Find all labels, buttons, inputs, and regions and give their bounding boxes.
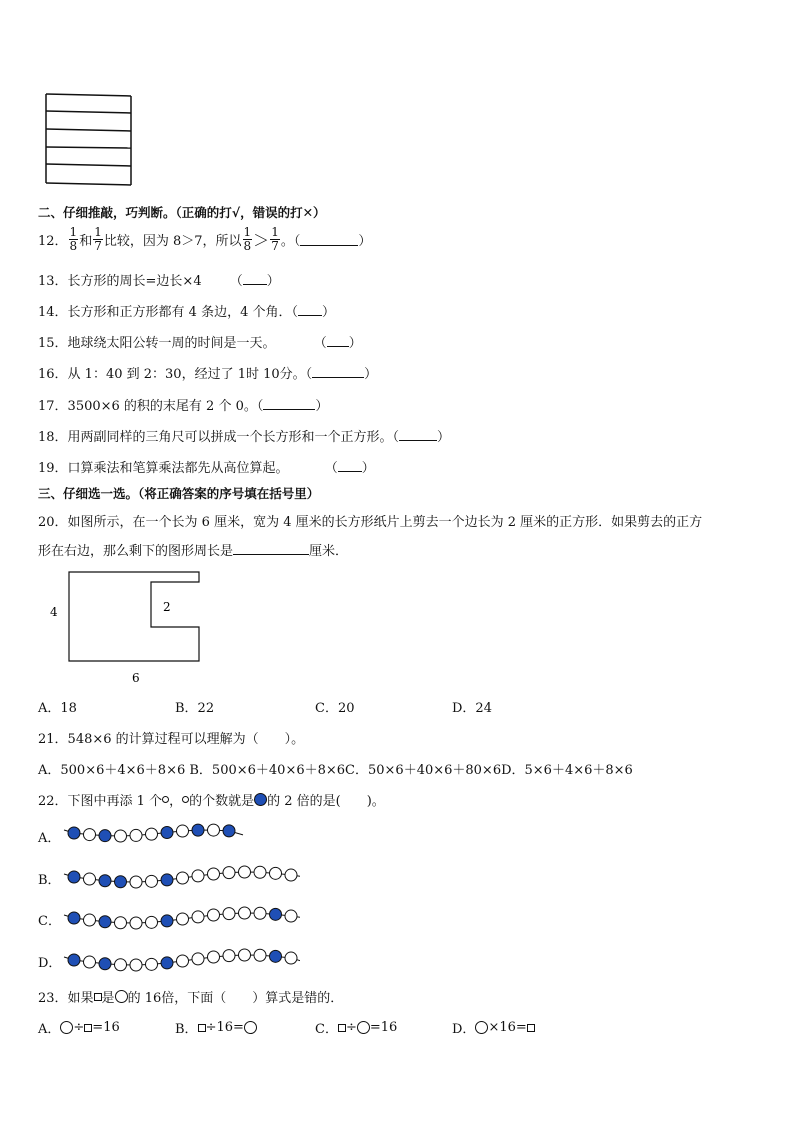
blue-bead bbox=[115, 876, 127, 888]
circle-icon bbox=[60, 1021, 73, 1034]
blue-bead bbox=[270, 950, 282, 962]
white-bead bbox=[254, 949, 266, 961]
small-circle-icon bbox=[162, 796, 169, 803]
white-bead bbox=[285, 910, 297, 922]
white-bead bbox=[270, 867, 282, 879]
question-14: 14．长方形和正方形都有 4 条边，4 个角．（ ） bbox=[38, 305, 335, 320]
section2-heading: 二、仔细推敲，巧判断。（正确的打√，错误的打✕） bbox=[38, 205, 326, 220]
cut-rectangle-figure bbox=[40, 565, 220, 690]
white-bead bbox=[208, 909, 220, 921]
blue-dot-icon bbox=[254, 793, 267, 806]
q20-option-d[interactable]: D．24 bbox=[452, 701, 492, 716]
q12-number: 12． bbox=[38, 233, 68, 249]
bead-strings-figure bbox=[60, 815, 300, 985]
q22-label-a[interactable]: A． bbox=[38, 831, 61, 846]
section3-heading: 三、仔细选一选。（将正确答案的序号填在括号里） bbox=[38, 486, 320, 501]
white-bead bbox=[223, 908, 235, 920]
white-bead bbox=[177, 913, 189, 925]
white-bead bbox=[192, 911, 204, 923]
circle-icon bbox=[244, 1021, 257, 1034]
small-circle-icon bbox=[182, 796, 189, 803]
white-bead bbox=[239, 949, 251, 961]
white-bead bbox=[192, 953, 204, 965]
blue-bead bbox=[68, 827, 80, 839]
white-bead bbox=[115, 917, 127, 929]
q22-label-d[interactable]: D． bbox=[38, 956, 62, 971]
label-width: 4 bbox=[50, 605, 58, 619]
white-bead bbox=[192, 870, 204, 882]
answer-blank-13[interactable] bbox=[243, 272, 267, 285]
answer-blank-12[interactable] bbox=[300, 233, 358, 246]
white-bead bbox=[223, 867, 235, 879]
q20-option-b[interactable]: B．22 bbox=[175, 701, 215, 716]
white-bead bbox=[254, 907, 266, 919]
white-bead bbox=[177, 955, 189, 967]
white-bead bbox=[146, 916, 158, 928]
question-19: 19．口算乘法和笔算乘法都先从高位算起。 （ ） bbox=[38, 461, 375, 476]
label-length: 6 bbox=[132, 671, 140, 685]
q23-option-d[interactable]: D． ×16= bbox=[452, 1018, 535, 1037]
answer-blank-14[interactable] bbox=[298, 303, 322, 316]
fraction-1-7: $\frac{1}{7}$ bbox=[94, 224, 102, 253]
blue-bead bbox=[99, 875, 111, 887]
white-bead bbox=[84, 873, 96, 885]
small-square-icon bbox=[84, 1024, 92, 1032]
blue-bead bbox=[68, 912, 80, 924]
q22-label-b[interactable]: B． bbox=[38, 873, 61, 888]
question-21: 21．548×6 的计算过程可以理解为（ ）。 bbox=[38, 732, 305, 747]
blue-bead bbox=[68, 871, 80, 883]
label-square-side: 2 bbox=[163, 600, 171, 614]
white-bead bbox=[208, 951, 220, 963]
white-bead bbox=[130, 917, 142, 929]
blue-bead bbox=[161, 957, 173, 969]
white-bead bbox=[130, 829, 142, 841]
question-13: 13．长方形的周长=边长×4 （ ） bbox=[38, 274, 280, 289]
white-bead bbox=[177, 825, 189, 837]
white-bead bbox=[84, 956, 96, 968]
circle-icon bbox=[357, 1021, 370, 1034]
blue-bead bbox=[99, 916, 111, 928]
white-bead bbox=[254, 866, 266, 878]
white-bead bbox=[239, 866, 251, 878]
white-bead bbox=[130, 876, 142, 888]
answer-blank-15[interactable] bbox=[327, 334, 349, 347]
white-bead bbox=[146, 875, 158, 887]
white-bead bbox=[208, 824, 220, 836]
white-bead bbox=[177, 872, 189, 884]
blue-bead bbox=[161, 827, 173, 839]
blue-bead bbox=[99, 958, 111, 970]
white-bead bbox=[84, 829, 96, 841]
q22-label-c[interactable]: C． bbox=[38, 914, 61, 929]
q23-option-c[interactable]: C． ÷ =16 bbox=[315, 1020, 398, 1037]
q23-option-a[interactable]: A． ÷ =16 bbox=[38, 1020, 120, 1037]
question-20-line2: 形在右边，那么剩下的图形周长是 厘米． bbox=[38, 544, 349, 559]
white-bead bbox=[146, 828, 158, 840]
blue-bead bbox=[192, 824, 204, 836]
small-square-icon bbox=[198, 1024, 206, 1032]
answer-blank-20[interactable] bbox=[233, 542, 309, 555]
question-18: 18．用两副同样的三角尺可以拼成一个长方形和一个正方形。（ ） bbox=[38, 430, 451, 445]
question-17: 17．3500×6 的积的末尾有 2 个 0。（ ） bbox=[38, 399, 329, 414]
white-bead bbox=[223, 950, 235, 962]
white-bead bbox=[285, 869, 297, 881]
q20-option-c[interactable]: C．20 bbox=[315, 701, 355, 716]
question-15: 15．地球绕太阳公转一周的时间是一天。 （ ） bbox=[38, 336, 362, 351]
answer-blank-19[interactable] bbox=[338, 459, 362, 472]
answer-blank-16[interactable] bbox=[312, 365, 364, 378]
blue-bead bbox=[270, 908, 282, 920]
question-22: 22．下图中再添 1 个 ， 的个数就是 的 2 倍的是( )。 bbox=[38, 794, 385, 809]
white-bead bbox=[146, 958, 158, 970]
white-bead bbox=[285, 952, 297, 964]
white-bead bbox=[130, 959, 142, 971]
blue-bead bbox=[161, 874, 173, 886]
white-bead bbox=[239, 907, 251, 919]
question-16: 16．从 1：40 到 2：30，经过了 1时 10分。（ ） bbox=[38, 367, 378, 382]
blue-bead bbox=[223, 825, 235, 837]
small-square-icon bbox=[94, 993, 102, 1001]
blue-bead bbox=[161, 915, 173, 927]
fraction-1-7-b: $\frac{1}{7}$ bbox=[271, 224, 279, 253]
white-bead bbox=[208, 868, 220, 880]
answer-blank-17[interactable] bbox=[263, 397, 315, 410]
white-bead bbox=[115, 830, 127, 842]
circle-icon bbox=[475, 1021, 488, 1034]
blue-bead bbox=[68, 954, 80, 966]
fraction-1-8-b: $\frac{1}{8}$ bbox=[243, 224, 252, 253]
q23-option-b[interactable]: B． ÷16= bbox=[175, 1018, 257, 1037]
fraction-1-8: $\frac{1}{8}$ bbox=[69, 224, 78, 253]
white-bead bbox=[84, 914, 96, 926]
circle-icon bbox=[115, 990, 128, 1003]
q21-options[interactable]: A．500×6＋4×6＋8×6 B．500×6＋40×6＋8×6C．50×6＋40×6＋80×6D．5×6＋4×6＋8×6 bbox=[38, 763, 633, 778]
question-20-line1: 20．如图所示，在一个长为 6 厘米，宽为 4 厘米的长方形纸片上剪去一个边长为 2 厘米的正方形．如果剪去的正方 bbox=[38, 515, 703, 530]
white-bead bbox=[115, 959, 127, 971]
question-23: 23．如果 是 的 16倍，下面（ ）算式是错的． bbox=[38, 991, 344, 1006]
answer-blank-18[interactable] bbox=[399, 428, 437, 441]
blue-bead bbox=[99, 830, 111, 842]
small-square-icon bbox=[527, 1024, 535, 1032]
small-square-icon bbox=[338, 1024, 346, 1032]
q20-option-a[interactable]: A．18 bbox=[38, 701, 77, 716]
question-12: 12． $\frac{1}{8}$ 和 $\frac{1}{7}$ 比较，因为 8＞7，所以 $\frac{1}{8}$ ＞ $\frac{1}{7}$ 。（ ） bbox=[38, 224, 372, 253]
q23-options bbox=[38, 1018, 598, 1036]
stacked-rectangles-figure bbox=[40, 90, 140, 190]
